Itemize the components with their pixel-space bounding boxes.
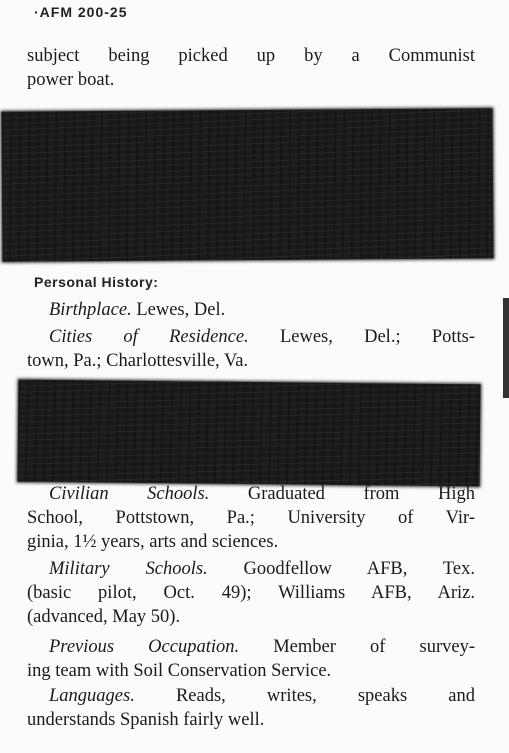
scan-edge-mark [503,298,509,398]
cities-paragraph [27,325,475,373]
languages-paragraph [27,684,475,732]
civilian-schools-paragraph [27,482,475,554]
section-heading-personal-history: Personal History: [34,274,159,290]
military-schools-label: Military Schools. [49,559,208,579]
cities-label: Cities of Residence. [49,327,249,347]
birthplace-value: Lewes, Del. [136,300,226,320]
redaction-block [17,380,480,487]
cities-value: town, Pa.; Charlottesville, Va. [27,351,249,371]
civilian-schools-text: ginia, 1½ years, arts and sciences. [27,532,279,552]
occupation-text: ing team with Soil Conservation Service. [27,661,332,681]
occupation-paragraph [27,635,475,683]
occupation-label: Previous Occupation. [49,637,240,657]
redaction-block [1,108,493,261]
languages-text: understands Spanish fairly well. [27,710,265,730]
civilian-schools-text: School, Pottstown, Pa.; University of Vir- [27,508,475,528]
intro-line: power boat. [27,70,115,90]
intro-line: subject being picked up by a Communist [27,46,475,66]
civilian-schools-label: Civilian Schools. [49,484,210,504]
military-schools-text: Goodfellow AFB, Tex. [243,559,475,579]
languages-label: Languages. [49,686,135,706]
cities-value: Lewes, Del.; Potts- [279,327,476,347]
military-schools-text: (basic pilot, Oct. 49); Williams AFB, Ariz. [27,583,475,603]
birthplace-label: Birthplace. [49,300,132,320]
military-schools-text: (advanced, May 50). [27,607,181,627]
intro-paragraph [27,44,475,92]
military-schools-paragraph [27,557,475,629]
birthplace-paragraph [27,298,475,322]
civilian-schools-text: Graduated from High [247,484,475,504]
languages-text: Reads, writes, speaks and [175,686,475,706]
occupation-text: Member of survey- [273,637,476,657]
document-id-header: ·AFM 200-25 [34,4,128,20]
